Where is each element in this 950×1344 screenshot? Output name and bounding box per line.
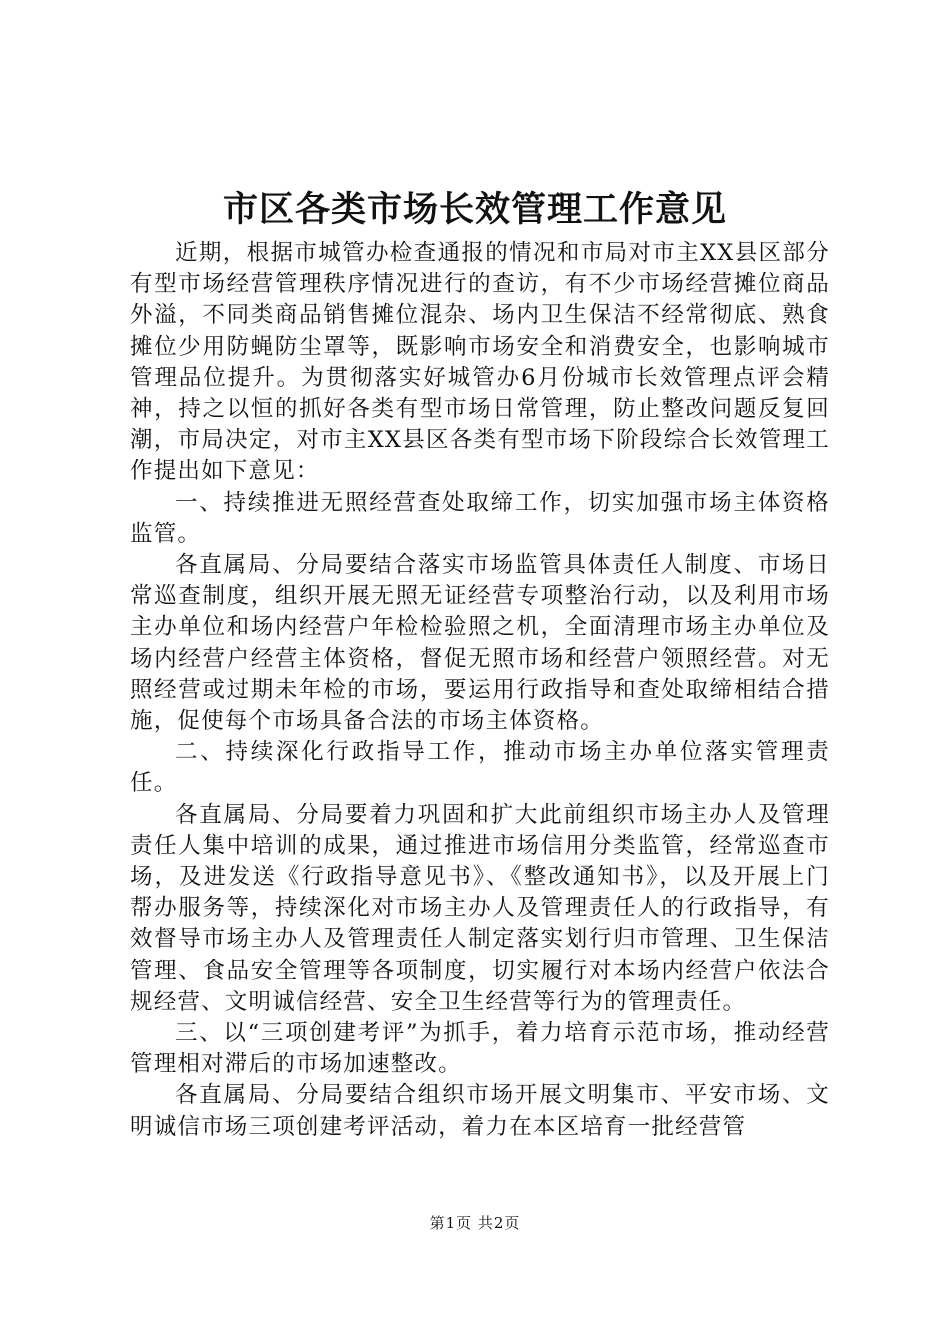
body-paragraph: 各直属局、分局要着力巩固和扩大此前组织市场主办人及管理责任人集中培训的成果，通过推进市场信用分类监管，经常巡查市场，及进发送《行政指导意见书》、《整改通知书》，以及开展上门帮办服务等，持续深化对市场主办人及管理责任人的行政指导，有效督导市场主办人及管理责任人制定落实划行归市管理、卫生保洁管理、食品安全管理等各项制度，切实履行对本场内经营户依法合规经营、文明诚信经营、安全卫生经营等行为的管理责任。 bbox=[130, 801, 830, 1015]
document-title: 市区各类市场长效管理工作意见 bbox=[222, 189, 727, 230]
section-heading: 二、持续深化行政指导工作，推动市场主办单位落实管理责任。 bbox=[130, 739, 830, 797]
body-paragraph: 各直属局、分局要结合组织市场开展文明集市、平安市场、文明诚信市场三项创建考评活动，着力在本区培育一批经营管 bbox=[130, 1082, 830, 1140]
section-heading: 一、持续推进无照经营查处取缔工作，切实加强市场主体资格监管。 bbox=[130, 489, 830, 547]
body-paragraph: 各直属局、分局要结合落实市场监管具体责任人制度、市场日常巡查制度，组织开展无照无证经营专项整治行动，以及利用市场主办单位和场内经营户年检检验照之机，全面清理市场主办单位及场内经营户经营主体资格，督促无照市场和经营户领照经营。对无照经营或过期未年检的市场，要运用行政指导和查处取缔相结合措施，促使每个市场具备合法的市场主体资格。 bbox=[130, 552, 830, 735]
section-heading: 三、以“三项创建考评”为抓手，着力培育示范市场，推动经营管理相对滞后的市场加速整改。 bbox=[130, 1020, 830, 1078]
body-paragraph: 近期，根据市城管办检查通报的情况和市局对市主XX县区部分有型市场经营管理秩序情况进行的查访，有不少市场经营摊位商品外溢，不同类商品销售摊位混杂、场内卫生保洁不经常彻底、熟食摊位少用防蝇防尘罩等，既影响市场安全和消费安全，也影响城市管理品位提升。为贯彻落实好城管办6月份城市长效管理点评会精神，持之以恒的抓好各类有型市场日常管理，防止整改问题反复回潮，市局决定，对市主XX县区各类有型市场下阶段综合长效管理工作提出如下意见： bbox=[130, 240, 830, 485]
document-body bbox=[130, 238, 830, 1143]
page-footer: 第1页 共2页 bbox=[429, 1214, 521, 1232]
